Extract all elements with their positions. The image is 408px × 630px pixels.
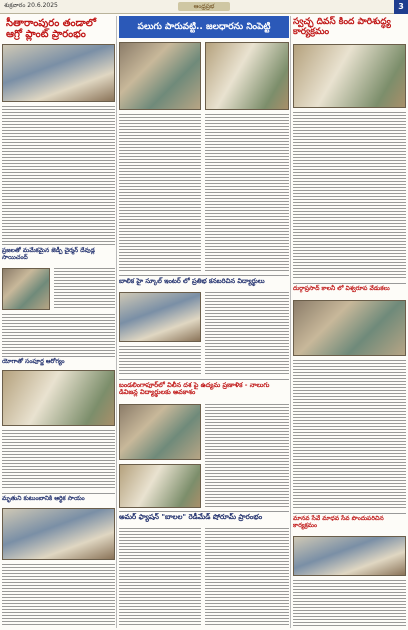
divider <box>2 493 115 494</box>
page-header <box>0 0 408 14</box>
left-column <box>2 16 115 628</box>
masthead-logo: ఆంధ్రప్రభ <box>178 2 230 11</box>
story-headline: బాలిక హై స్కూల్ ఇంటర్ లో ప్రతిభ కనబరిచిన విద్యార్థులు <box>119 277 265 285</box>
news-photo <box>119 464 201 508</box>
news-photo <box>2 370 115 426</box>
divider <box>119 275 289 276</box>
news-photo <box>2 268 50 310</box>
story-headline: యోగాతో సంపూర్ణ ఆరోగ్యం <box>2 358 65 365</box>
divider <box>119 379 289 380</box>
article-body <box>119 114 201 272</box>
article-body <box>2 430 115 490</box>
news-photo <box>2 508 115 560</box>
news-photo <box>119 404 201 460</box>
column-divider <box>290 16 291 628</box>
news-photo <box>293 44 406 108</box>
lead-headline: సీతారాంపురం తండాలో ఆగ్రో ప్లాంట్ ప్రారంభం <box>6 18 97 40</box>
article-body <box>2 314 115 354</box>
article-body <box>119 528 201 626</box>
lead-headline: స్వచ్ఛ దివస్‌ కింద పారిశుద్ధ్య కార్యక్రమం <box>293 17 391 37</box>
story-headline: ప్రజలతో మమేకమైన జెడ్పీ చైర్మన్ దేవుడ్ల సాయిచంద్ <box>2 247 95 261</box>
news-photo <box>293 300 406 356</box>
news-photo <box>205 42 289 110</box>
article-body <box>205 114 289 272</box>
column-divider <box>116 16 117 628</box>
center-column <box>119 16 289 628</box>
article-body <box>205 404 289 508</box>
story-headline: మానవ సేవే మాధవ సేవ పొందుపరిచిన కార్యక్రమం <box>293 515 384 529</box>
divider <box>2 356 115 357</box>
story-headline: బండలింగాపూర్‌లో విలీన దశ పై ఉద్యమ ప్రణాళిక - నాలుగు డివిజన్ల విద్యార్థులకు అవకాశం <box>119 381 270 397</box>
article-body <box>205 292 289 376</box>
article-body <box>293 112 406 280</box>
article-body <box>119 346 201 376</box>
article-body <box>2 106 115 246</box>
news-photo <box>293 536 406 576</box>
news-photo <box>2 44 115 102</box>
story-headline: అమర్ ఫ్యాషన్ "బాలల" రెడీమేడ్ షోరూమ్ ప్రారంభం <box>119 513 263 521</box>
divider <box>293 513 406 514</box>
article-body <box>293 360 406 510</box>
article-body <box>293 580 406 626</box>
right-column <box>293 16 406 628</box>
story-headline: మృతుని కుటుంబానికి ఆర్థిక సాయం <box>2 495 85 502</box>
divider <box>293 283 406 284</box>
page-number: 3 <box>394 0 408 14</box>
news-photo <box>119 42 201 110</box>
news-photo <box>119 292 201 342</box>
article-body <box>205 528 289 626</box>
article-body <box>2 564 115 626</box>
issue-date: శుక్రవారం 20.6.2025 <box>4 2 58 9</box>
article-body <box>54 268 115 310</box>
story-headline: దుర్గాప్రసాద్ కాలనీ లో విశ్వరూప వేడుకలు <box>293 285 390 292</box>
divider <box>119 511 289 512</box>
banner-headline: పలుగు పారువట్టి.. జలధారను నింపెట్టి <box>119 16 289 38</box>
